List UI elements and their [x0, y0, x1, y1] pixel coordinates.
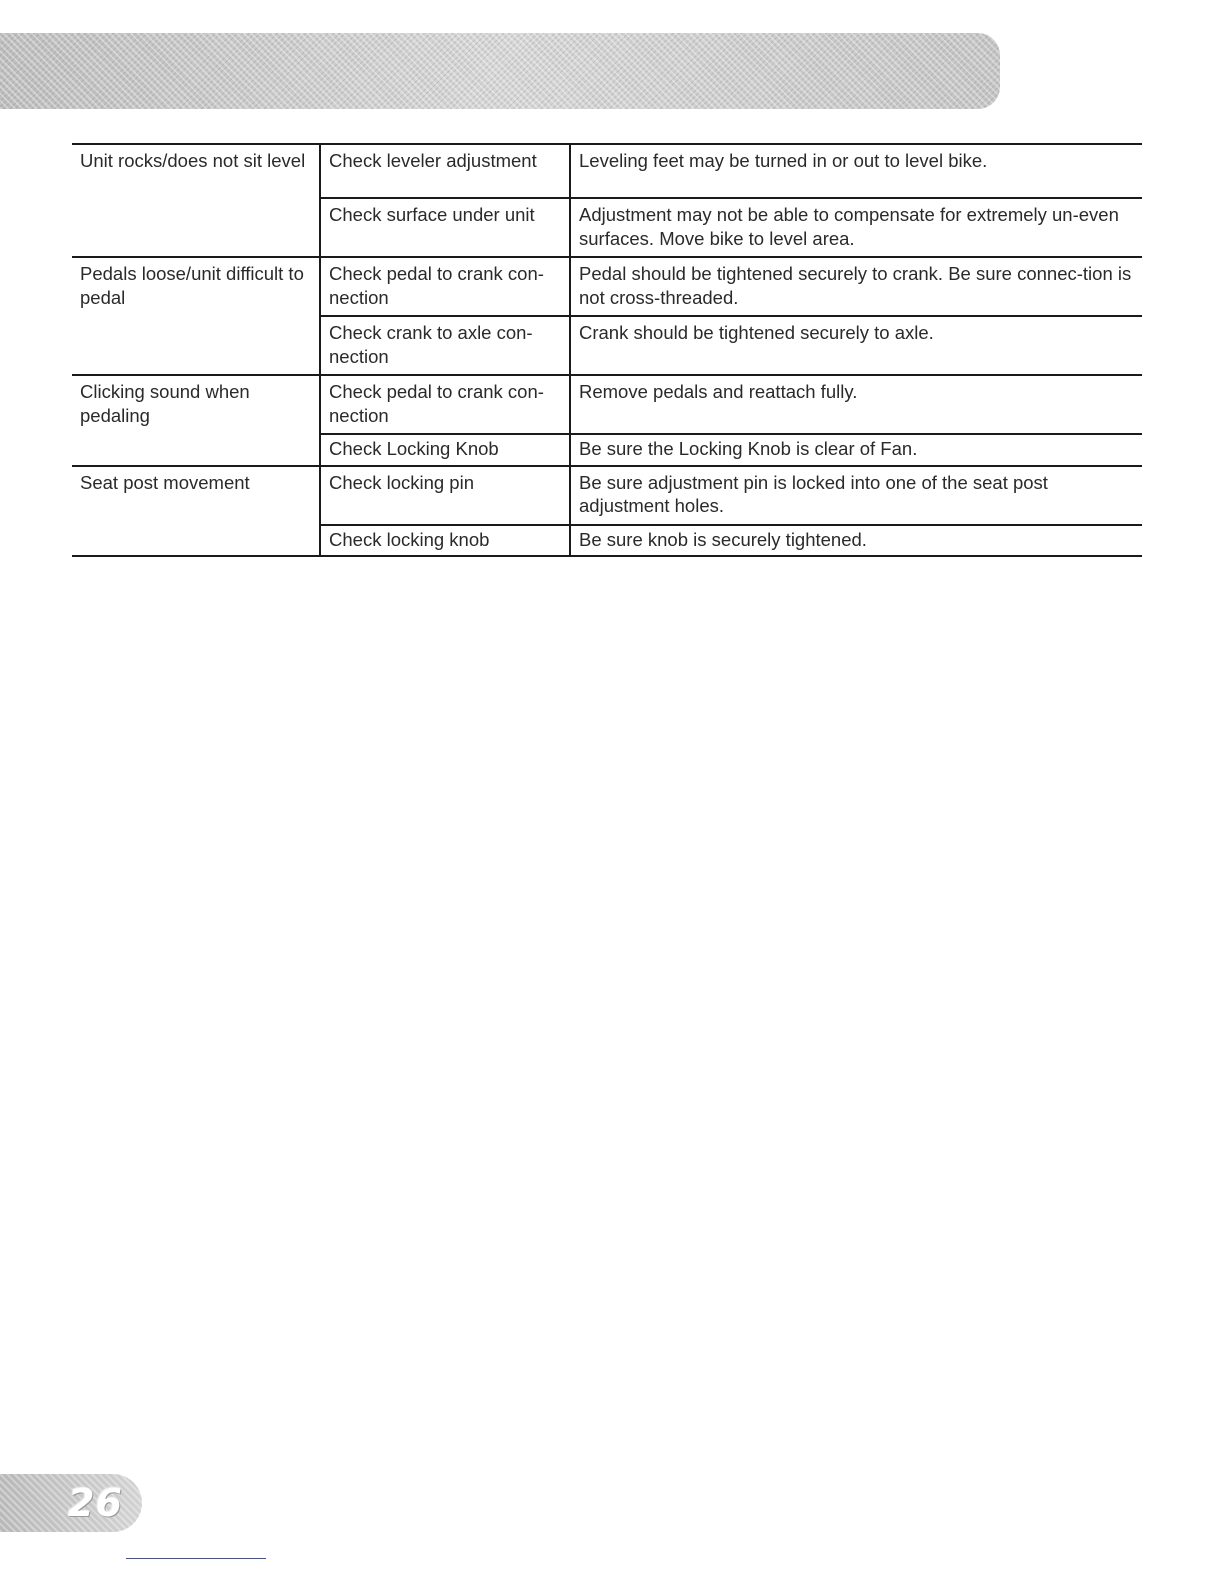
problem-cell: Unit rocks/does not sit level [72, 144, 320, 257]
solution-cell: Crank should be tightened securely to axle. [570, 316, 1142, 375]
check-cell: Check Locking Knob [320, 434, 570, 466]
solution-cell: Remove pedals and reattach fully. [570, 375, 1142, 434]
check-cell: Check pedal to crank con-nection [320, 257, 570, 316]
check-cell: Check locking pin [320, 466, 570, 525]
footer-rule [126, 1558, 266, 1559]
solution-cell: Pedal should be tightened securely to crank. Be sure connec-tion is not cross-threaded. [570, 257, 1142, 316]
check-cell: Check leveler adjustment [320, 144, 570, 198]
check-cell: Check crank to axle con-nection [320, 316, 570, 375]
table-row [72, 375, 1142, 434]
table-row [72, 466, 1142, 525]
solution-cell: Be sure the Locking Knob is clear of Fan. [570, 434, 1142, 466]
solution-cell: Adjustment may not be able to compensate for extremely un-even surfaces. Move bike to level area. [570, 198, 1142, 257]
problem-cell: Clicking sound when pedaling [72, 375, 320, 466]
problem-cell: Pedals loose/unit difficult to pedal [72, 257, 320, 375]
page-number: 26 [68, 1481, 123, 1525]
solution-cell: Be sure knob is securely tightened. [570, 525, 1142, 557]
check-cell: Check locking knob [320, 525, 570, 557]
check-cell: Check pedal to crank con-nection [320, 375, 570, 434]
solution-cell: Leveling feet may be turned in or out to level bike. [570, 144, 1142, 198]
table-row [72, 144, 1142, 198]
check-cell: Check surface under unit [320, 198, 570, 257]
solution-cell: Be sure adjustment pin is locked into one of the seat post adjustment holes. [570, 466, 1142, 525]
table-row [72, 257, 1142, 316]
troubleshooting-table [72, 143, 1142, 557]
header-band [0, 33, 1000, 109]
problem-cell: Seat post movement [72, 466, 320, 557]
